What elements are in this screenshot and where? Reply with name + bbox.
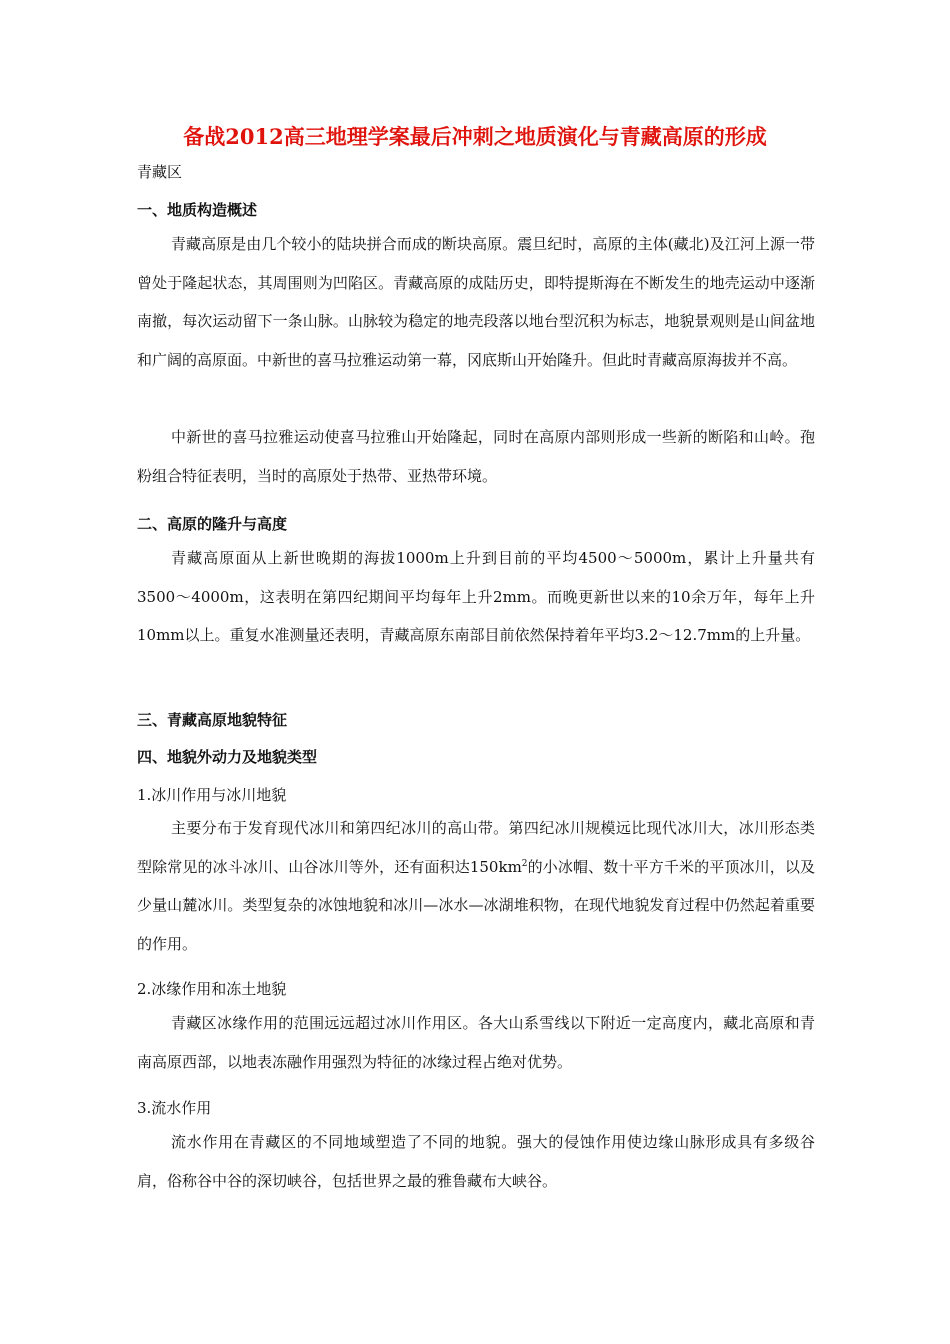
section-3-heading: 三、青藏高原地貌特征 bbox=[137, 711, 288, 729]
subsection-2-paragraph: 青藏区冰缘作用的范围远远超过冰川作用区。各大山系雪线以下附近一定高度内，藏北高原和青南高原西部，以地表冻融作用强烈为特征的冰缘过程占绝对优势。 bbox=[137, 1014, 815, 1071]
section-2-heading: 二、高原的隆升与高度 bbox=[137, 515, 288, 533]
section-1-paragraph-2: 中新世的喜马拉雅运动使喜马拉雅山开始隆起，同时在高原内部则形成一些新的断陷和山岭。孢粉组合特征表明，当时的高原处于热带、亚热带环境。 bbox=[137, 428, 815, 485]
section-1-paragraph-1: 青藏高原是由几个较小的陆块拼合而成的断块高原。震旦纪时，高原的主体(藏北)及江河上源一带曾处于隆起状态，其周围则为凹陷区。青藏高原的成陆历史，即特提斯海在不断发生的地壳运动中逐渐南撤，每次运动留下一条山脉。山脉较为稳定的地壳段落以地台型沉积为标志，地貌景观则是山间盆地和广阔的高原面。中新世的喜马拉雅运动第一幕，冈底斯山开始隆升。但此时青藏高原海拔并不高。 bbox=[137, 235, 815, 369]
subsection-1-text-b: 的小冰帽、数十平方千米的平顶冰川，以及少量山麓冰川。类型复杂的冰蚀地貌和冰川—冰水—冰湖堆积物，在现代地貌发育过程中仍然起着重要的作用。 bbox=[137, 857, 815, 953]
subsection-1-heading: 1.冰川作用与冰川地貌 bbox=[137, 786, 287, 804]
section-1-heading: 一、地质构造概述 bbox=[137, 201, 258, 219]
subsection-3-heading: 3.流水作用 bbox=[137, 1099, 212, 1117]
section-4-heading: 四、地貌外动力及地貌类型 bbox=[137, 748, 318, 766]
subsection-1-text-a: 主要分布于发育现代冰川和第四纪冰川的高山带。第四纪冰川规模远比现代冰川大，冰川形态类型除常见的冰斗冰川、山谷冰川等外，还有面积达150km bbox=[137, 819, 815, 876]
subsection-3-paragraph: 流水作用在青藏区的不同地域塑造了不同的地貌。强大的侵蚀作用使边缘山脉形成具有多级谷肩，俗称谷中谷的深切峡谷，包括世界之最的雅鲁藏布大峡谷。 bbox=[137, 1133, 815, 1190]
region-label: 青藏区 bbox=[137, 163, 183, 181]
subsection-2-heading: 2.冰缘作用和冻土地貌 bbox=[137, 980, 287, 998]
document-title: 备战2012高三地理学案最后冲刺之地质演化与青藏高原的形成 bbox=[183, 124, 767, 149]
section-2-paragraph-1: 青藏高原面从上新世晚期的海拔1000m上升到目前的平均4500～5000m，累计上升量共有3500～4000m，这表明在第四纪期间平均每年上升2mm。而晚更新世以来的10余万年，每年上升10mm以上。重复水准测量还表明，青藏高原东南部目前依然保持着年平均3.2～12.7mm的上升量。 bbox=[137, 549, 815, 645]
subsection-1-paragraph bbox=[137, 809, 815, 963]
superscript-2: 2 bbox=[521, 858, 528, 869]
